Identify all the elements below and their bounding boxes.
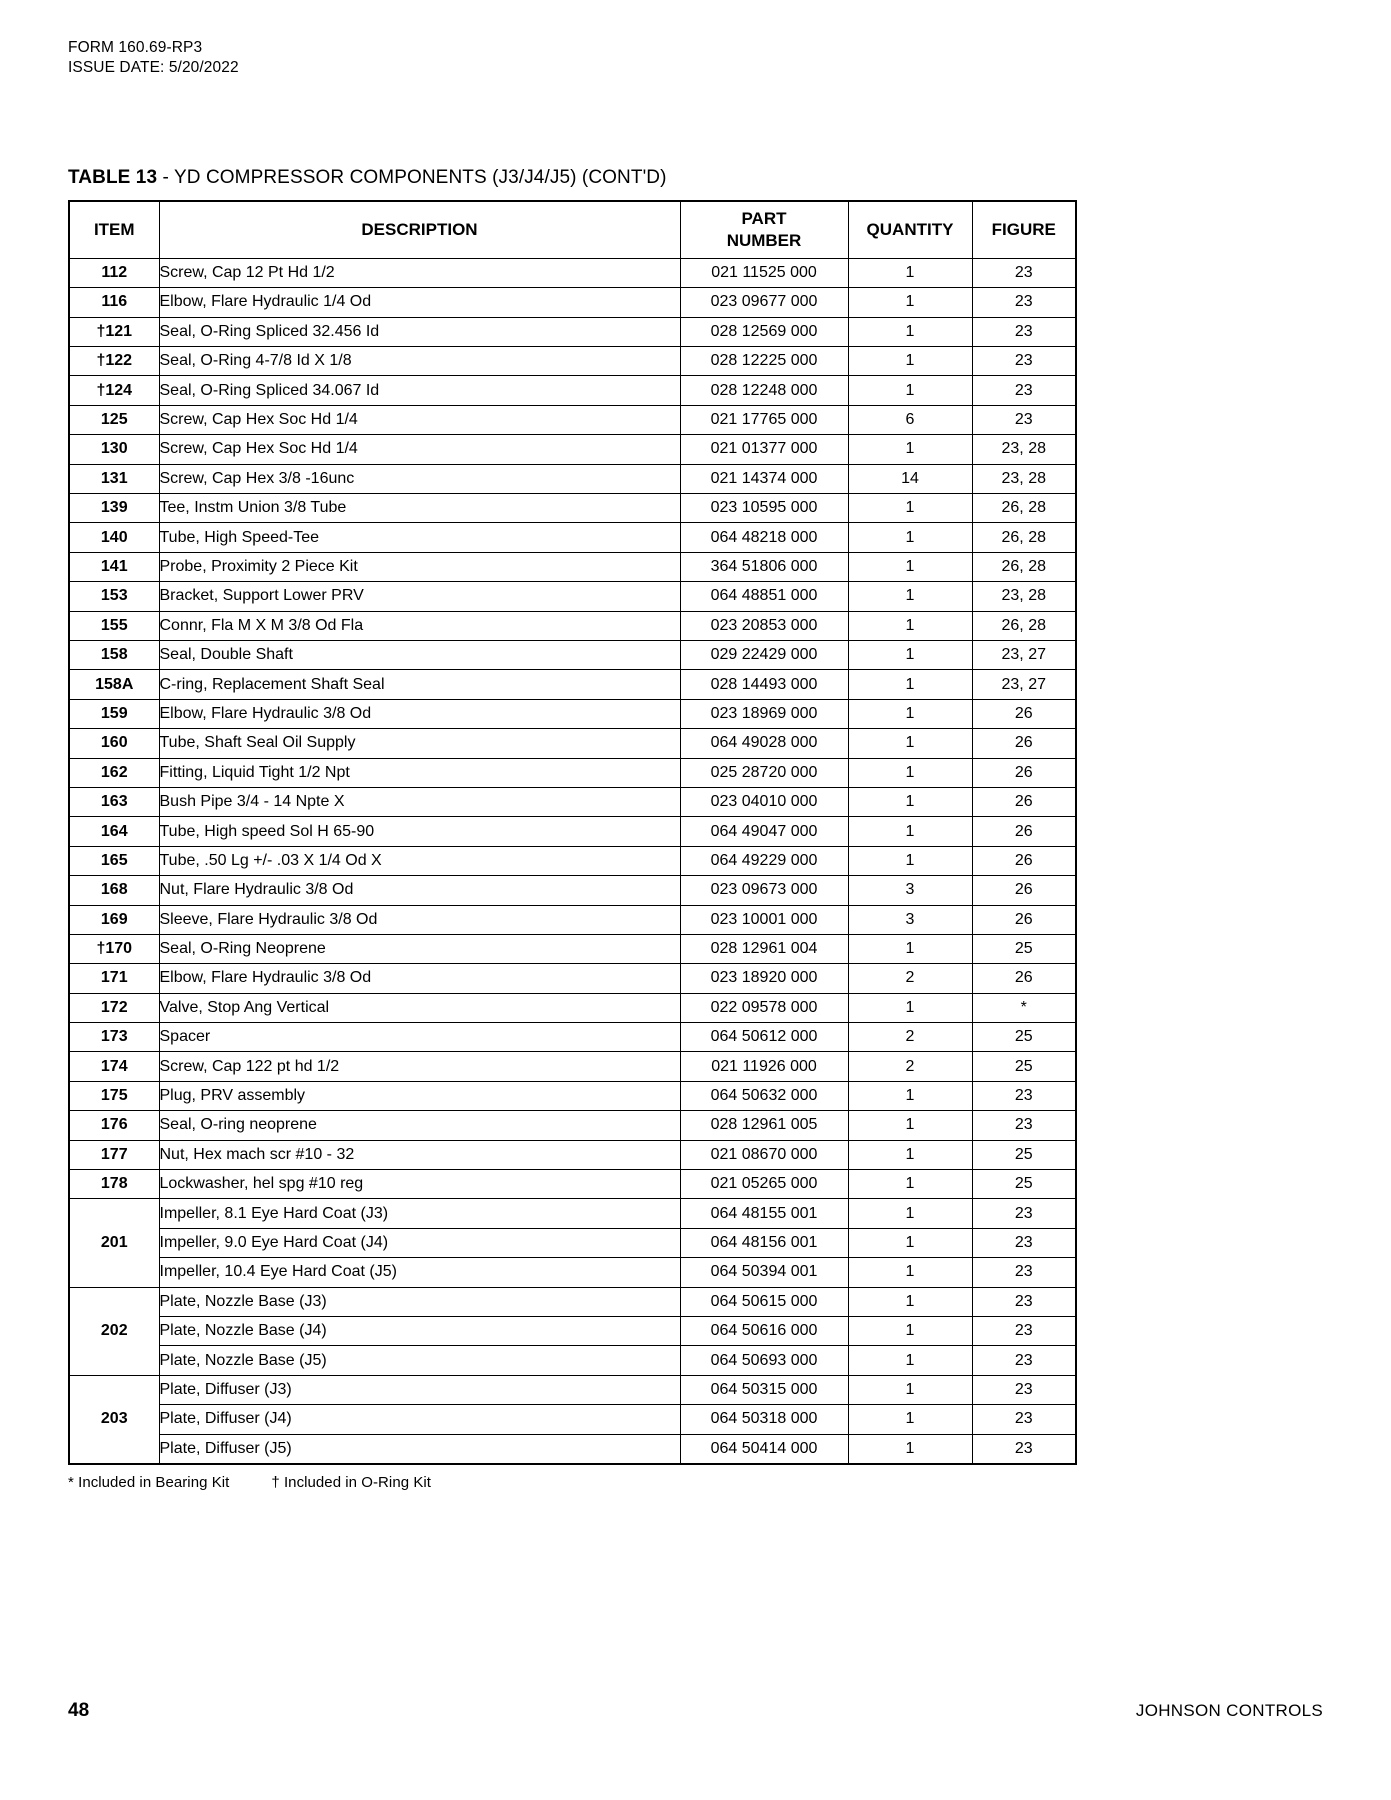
cell-description: Seal, O-Ring Neoprene	[159, 934, 680, 963]
cell-description: Elbow, Flare Hydraulic 1/4 Od	[159, 288, 680, 317]
cell-item: 174	[69, 1052, 159, 1081]
cell-part-number: 029 22429 000	[680, 640, 848, 669]
cell-figure: 23, 27	[972, 670, 1076, 699]
cell-quantity: 1	[848, 347, 972, 376]
table-row	[69, 964, 1076, 993]
cell-part-number: 022 09578 000	[680, 993, 848, 1022]
cell-part-number: 021 01377 000	[680, 435, 848, 464]
cell-part-number: 364 51806 000	[680, 552, 848, 581]
cell-quantity: 1	[848, 552, 972, 581]
cell-figure: 23	[972, 1081, 1076, 1110]
cell-description: Sleeve, Flare Hydraulic 3/8 Od	[159, 905, 680, 934]
table-caption	[68, 167, 1323, 189]
cell-description: Screw, Cap Hex Soc Hd 1/4	[159, 435, 680, 464]
cell-description: Elbow, Flare Hydraulic 3/8 Od	[159, 699, 680, 728]
page-number: 48	[68, 1700, 90, 1721]
cell-quantity: 6	[848, 405, 972, 434]
cell-part-number: 064 50315 000	[680, 1375, 848, 1404]
table-row	[69, 1140, 1076, 1169]
cell-description: Plate, Diffuser (J5)	[159, 1434, 680, 1464]
table-row	[69, 1346, 1076, 1375]
cell-quantity: 1	[848, 993, 972, 1022]
table-row	[69, 258, 1076, 287]
cell-quantity: 1	[848, 1346, 972, 1375]
cell-quantity: 1	[848, 1140, 972, 1169]
table-row	[69, 1405, 1076, 1434]
cell-item: 168	[69, 876, 159, 905]
cell-description: Tube, High Speed-Tee	[159, 523, 680, 552]
cell-quantity: 1	[848, 376, 972, 405]
cell-part-number: 023 10595 000	[680, 494, 848, 523]
cell-figure: 26	[972, 964, 1076, 993]
issue-date: ISSUE DATE: 5/20/2022	[68, 59, 239, 77]
parts-table	[68, 200, 1077, 1465]
cell-figure: 23	[972, 1111, 1076, 1140]
cell-part-number: 064 49229 000	[680, 846, 848, 875]
cell-quantity: 1	[848, 670, 972, 699]
cell-description: Plate, Nozzle Base (J3)	[159, 1287, 680, 1316]
cell-description: Impeller, 8.1 Eye Hard Coat (J3)	[159, 1199, 680, 1228]
table-row	[69, 1052, 1076, 1081]
cell-description: Fitting, Liquid Tight 1/2 Npt	[159, 758, 680, 787]
table-row	[69, 317, 1076, 346]
cell-description: Plate, Diffuser (J3)	[159, 1375, 680, 1404]
cell-part-number: 028 14493 000	[680, 670, 848, 699]
cell-part-number: 028 12569 000	[680, 317, 848, 346]
cell-quantity: 1	[848, 288, 972, 317]
cell-figure: 23, 28	[972, 464, 1076, 493]
cell-part-number: 064 50612 000	[680, 1023, 848, 1052]
table-row	[69, 435, 1076, 464]
cell-description: Plug, PRV assembly	[159, 1081, 680, 1110]
table-row	[69, 876, 1076, 905]
cell-description: Impeller, 9.0 Eye Hard Coat (J4)	[159, 1228, 680, 1257]
footnotes	[68, 1474, 1323, 1491]
cell-item: 158	[69, 640, 159, 669]
cell-figure: 26	[972, 846, 1076, 875]
cell-item: 163	[69, 787, 159, 816]
table-row	[69, 582, 1076, 611]
cell-quantity: 1	[848, 1287, 972, 1316]
cell-part-number: 028 12961 005	[680, 1111, 848, 1140]
table-row	[69, 934, 1076, 963]
table-row	[69, 376, 1076, 405]
cell-figure: 26	[972, 905, 1076, 934]
cell-figure: 23	[972, 1228, 1076, 1257]
cell-part-number: 023 09677 000	[680, 288, 848, 317]
cell-quantity: 14	[848, 464, 972, 493]
cell-figure: 23, 27	[972, 640, 1076, 669]
document-header	[68, 38, 1323, 79]
table-row	[69, 905, 1076, 934]
table-row	[69, 1316, 1076, 1345]
cell-figure: 26	[972, 758, 1076, 787]
cell-item: †122	[69, 347, 159, 376]
cell-figure: *	[972, 993, 1076, 1022]
cell-part-number: 064 48851 000	[680, 582, 848, 611]
table-header-row	[69, 201, 1076, 259]
cell-quantity: 1	[848, 1258, 972, 1287]
cell-description: Elbow, Flare Hydraulic 3/8 Od	[159, 964, 680, 993]
cell-figure: 26, 28	[972, 523, 1076, 552]
cell-part-number: 064 50414 000	[680, 1434, 848, 1464]
cell-quantity: 1	[848, 1405, 972, 1434]
cell-quantity: 2	[848, 1023, 972, 1052]
cell-figure: 23, 28	[972, 435, 1076, 464]
cell-part-number: 064 48156 001	[680, 1228, 848, 1257]
cell-quantity: 3	[848, 876, 972, 905]
cell-description: Connr, Fla M X M 3/8 Od Fla	[159, 611, 680, 640]
cell-quantity: 1	[848, 258, 972, 287]
cell-figure: 23	[972, 258, 1076, 287]
table-row	[69, 1111, 1076, 1140]
cell-figure: 23	[972, 347, 1076, 376]
cell-figure: 23, 28	[972, 582, 1076, 611]
cell-description: Screw, Cap 12 Pt Hd 1/2	[159, 258, 680, 287]
cell-figure: 26	[972, 876, 1076, 905]
cell-item: 176	[69, 1111, 159, 1140]
cell-part-number: 028 12225 000	[680, 347, 848, 376]
table-row	[69, 288, 1076, 317]
cell-figure: 23	[972, 1346, 1076, 1375]
cell-figure: 23	[972, 1405, 1076, 1434]
cell-quantity: 2	[848, 1052, 972, 1081]
cell-description: Bracket, Support Lower PRV	[159, 582, 680, 611]
cell-item: †124	[69, 376, 159, 405]
cell-part-number: 023 10001 000	[680, 905, 848, 934]
cell-part-number: 064 48155 001	[680, 1199, 848, 1228]
cell-quantity: 1	[848, 1434, 972, 1464]
cell-quantity: 3	[848, 905, 972, 934]
cell-quantity: 1	[848, 1111, 972, 1140]
cell-quantity: 1	[848, 640, 972, 669]
cell-figure: 26	[972, 729, 1076, 758]
cell-figure: 23	[972, 1258, 1076, 1287]
cell-part-number: 064 50632 000	[680, 1081, 848, 1110]
cell-figure: 23	[972, 1287, 1076, 1316]
cell-part-number: 064 50394 001	[680, 1258, 848, 1287]
cell-quantity: 1	[848, 934, 972, 963]
cell-part-number: 021 14374 000	[680, 464, 848, 493]
column-header-quantity: QUANTITY	[848, 201, 972, 259]
cell-part-number: 021 17765 000	[680, 405, 848, 434]
table-row	[69, 1081, 1076, 1110]
cell-part-number: 021 05265 000	[680, 1170, 848, 1199]
cell-figure: 26	[972, 817, 1076, 846]
cell-part-number: 064 49028 000	[680, 729, 848, 758]
cell-description: Probe, Proximity 2 Piece Kit	[159, 552, 680, 581]
table-row	[69, 699, 1076, 728]
cell-figure: 23	[972, 317, 1076, 346]
cell-description: Spacer	[159, 1023, 680, 1052]
table-row	[69, 405, 1076, 434]
cell-quantity: 1	[848, 317, 972, 346]
cell-item: 158A	[69, 670, 159, 699]
cell-description: Tube, Shaft Seal Oil Supply	[159, 729, 680, 758]
cell-figure: 23	[972, 405, 1076, 434]
cell-item-group: 203	[69, 1375, 159, 1464]
cell-description: Valve, Stop Ang Vertical	[159, 993, 680, 1022]
cell-part-number: 064 49047 000	[680, 817, 848, 846]
table-row	[69, 494, 1076, 523]
cell-figure: 25	[972, 1140, 1076, 1169]
cell-part-number: 064 50693 000	[680, 1346, 848, 1375]
table-row	[69, 611, 1076, 640]
cell-description: Nut, Flare Hydraulic 3/8 Od	[159, 876, 680, 905]
form-number: FORM 160.69-RP3	[68, 39, 203, 56]
table-body	[69, 258, 1076, 1464]
cell-description: Seal, O-Ring 4-7/8 Id X 1/8	[159, 347, 680, 376]
cell-figure: 26, 28	[972, 611, 1076, 640]
cell-part-number: 064 50615 000	[680, 1287, 848, 1316]
cell-item: 155	[69, 611, 159, 640]
table-row	[69, 846, 1076, 875]
cell-description: Tee, Instm Union 3/8 Tube	[159, 494, 680, 523]
cell-figure: 23	[972, 376, 1076, 405]
cell-description: Seal, O-Ring Spliced 34.067 Id	[159, 376, 680, 405]
cell-description: Plate, Nozzle Base (J5)	[159, 1346, 680, 1375]
cell-part-number: 023 20853 000	[680, 611, 848, 640]
table-row	[69, 729, 1076, 758]
cell-item: 177	[69, 1140, 159, 1169]
cell-part-number: 025 28720 000	[680, 758, 848, 787]
table-row	[69, 1228, 1076, 1257]
table-row	[69, 1199, 1076, 1228]
table-row	[69, 758, 1076, 787]
table-row	[69, 817, 1076, 846]
page-footer	[68, 1700, 1323, 1722]
cell-quantity: 1	[848, 435, 972, 464]
cell-figure: 25	[972, 1023, 1076, 1052]
cell-quantity: 1	[848, 846, 972, 875]
cell-item: 130	[69, 435, 159, 464]
cell-item: 116	[69, 288, 159, 317]
table-row	[69, 993, 1076, 1022]
footnote-bearing-kit: * Included in Bearing Kit	[68, 1473, 230, 1491]
cell-figure: 23	[972, 1375, 1076, 1404]
table-row	[69, 552, 1076, 581]
cell-description: Nut, Hex mach scr #10 - 32	[159, 1140, 680, 1169]
cell-quantity: 1	[848, 729, 972, 758]
cell-item: 165	[69, 846, 159, 875]
footnote-oring-kit: † Included in O-Ring Kit	[271, 1473, 431, 1491]
table-row	[69, 523, 1076, 552]
cell-description: Tube, High speed Sol H 65-90	[159, 817, 680, 846]
table-caption-text: - YD COMPRESSOR COMPONENTS (J3/J4/J5) (CONT'D)	[157, 166, 667, 188]
cell-figure: 26, 28	[972, 494, 1076, 523]
cell-description: Seal, Double Shaft	[159, 640, 680, 669]
cell-item: 178	[69, 1170, 159, 1199]
table-row	[69, 1170, 1076, 1199]
table-row	[69, 1434, 1076, 1464]
cell-quantity: 1	[848, 758, 972, 787]
table-row	[69, 1375, 1076, 1404]
column-header-item: ITEM	[69, 201, 159, 259]
cell-description: Screw, Cap Hex Soc Hd 1/4	[159, 405, 680, 434]
cell-part-number: 028 12961 004	[680, 934, 848, 963]
table-row	[69, 787, 1076, 816]
column-header-figure: FIGURE	[972, 201, 1076, 259]
cell-item: 162	[69, 758, 159, 787]
cell-item: 171	[69, 964, 159, 993]
cell-item: 153	[69, 582, 159, 611]
column-header-part-line2: NUMBER	[726, 230, 802, 250]
cell-description: Plate, Diffuser (J4)	[159, 1405, 680, 1434]
cell-part-number: 021 11525 000	[680, 258, 848, 287]
cell-quantity: 1	[848, 817, 972, 846]
cell-quantity: 1	[848, 1316, 972, 1345]
cell-quantity: 1	[848, 1199, 972, 1228]
cell-quantity: 1	[848, 1081, 972, 1110]
cell-quantity: 1	[848, 1375, 972, 1404]
cell-description: Bush Pipe 3/4 - 14 Npte X	[159, 787, 680, 816]
cell-item: 173	[69, 1023, 159, 1052]
cell-quantity: 2	[848, 964, 972, 993]
cell-description: Seal, O-ring neoprene	[159, 1111, 680, 1140]
cell-item: 159	[69, 699, 159, 728]
cell-item: 175	[69, 1081, 159, 1110]
cell-item: †121	[69, 317, 159, 346]
cell-quantity: 1	[848, 787, 972, 816]
cell-item: 172	[69, 993, 159, 1022]
table-row	[69, 1023, 1076, 1052]
cell-item: 131	[69, 464, 159, 493]
cell-description: Plate, Nozzle Base (J4)	[159, 1316, 680, 1345]
cell-description: Screw, Cap Hex 3/8 -16unc	[159, 464, 680, 493]
cell-description: Seal, O-Ring Spliced 32.456 Id	[159, 317, 680, 346]
cell-item-group: 201	[69, 1199, 159, 1287]
table-row	[69, 640, 1076, 669]
cell-item: 112	[69, 258, 159, 287]
cell-part-number: 023 18920 000	[680, 964, 848, 993]
cell-quantity: 1	[848, 611, 972, 640]
cell-part-number: 028 12248 000	[680, 376, 848, 405]
cell-part-number: 023 04010 000	[680, 787, 848, 816]
table-row	[69, 464, 1076, 493]
column-header-part-number	[680, 201, 848, 259]
cell-figure: 25	[972, 934, 1076, 963]
cell-part-number: 021 08670 000	[680, 1140, 848, 1169]
cell-figure: 23	[972, 1316, 1076, 1345]
cell-item: †170	[69, 934, 159, 963]
cell-item: 164	[69, 817, 159, 846]
table-row	[69, 347, 1076, 376]
table-number: TABLE 13	[68, 166, 158, 188]
cell-part-number: 064 50616 000	[680, 1316, 848, 1345]
cell-figure: 26, 28	[972, 552, 1076, 581]
cell-quantity: 1	[848, 523, 972, 552]
column-header-description: DESCRIPTION	[159, 201, 680, 259]
cell-item: 169	[69, 905, 159, 934]
cell-part-number: 064 48218 000	[680, 523, 848, 552]
cell-part-number: 023 09673 000	[680, 876, 848, 905]
cell-part-number: 021 11926 000	[680, 1052, 848, 1081]
cell-item: 160	[69, 729, 159, 758]
cell-quantity: 1	[848, 699, 972, 728]
cell-item: 141	[69, 552, 159, 581]
cell-item: 139	[69, 494, 159, 523]
cell-quantity: 1	[848, 582, 972, 611]
cell-description: Tube, .50 Lg +/- .03 X 1/4 Od X	[159, 846, 680, 875]
cell-quantity: 1	[848, 1170, 972, 1199]
column-header-part-line1: PART	[741, 208, 787, 228]
table-row	[69, 1287, 1076, 1316]
cell-figure: 23	[972, 288, 1076, 317]
cell-figure: 25	[972, 1052, 1076, 1081]
cell-item: 140	[69, 523, 159, 552]
cell-description: Impeller, 10.4 Eye Hard Coat (J5)	[159, 1258, 680, 1287]
cell-description: Lockwasher, hel spg #10 reg	[159, 1170, 680, 1199]
cell-item-group: 202	[69, 1287, 159, 1375]
cell-figure: 25	[972, 1170, 1076, 1199]
cell-quantity: 1	[848, 494, 972, 523]
cell-figure: 26	[972, 787, 1076, 816]
cell-part-number: 023 18969 000	[680, 699, 848, 728]
cell-quantity: 1	[848, 1228, 972, 1257]
cell-part-number: 064 50318 000	[680, 1405, 848, 1434]
cell-description: C-ring, Replacement Shaft Seal	[159, 670, 680, 699]
company-name: JOHNSON CONTROLS	[1135, 1701, 1323, 1720]
cell-description: Screw, Cap 122 pt hd 1/2	[159, 1052, 680, 1081]
table-row	[69, 1258, 1076, 1287]
cell-figure: 26	[972, 699, 1076, 728]
cell-figure: 23	[972, 1199, 1076, 1228]
cell-item: 125	[69, 405, 159, 434]
cell-figure: 23	[972, 1434, 1076, 1464]
table-row	[69, 670, 1076, 699]
